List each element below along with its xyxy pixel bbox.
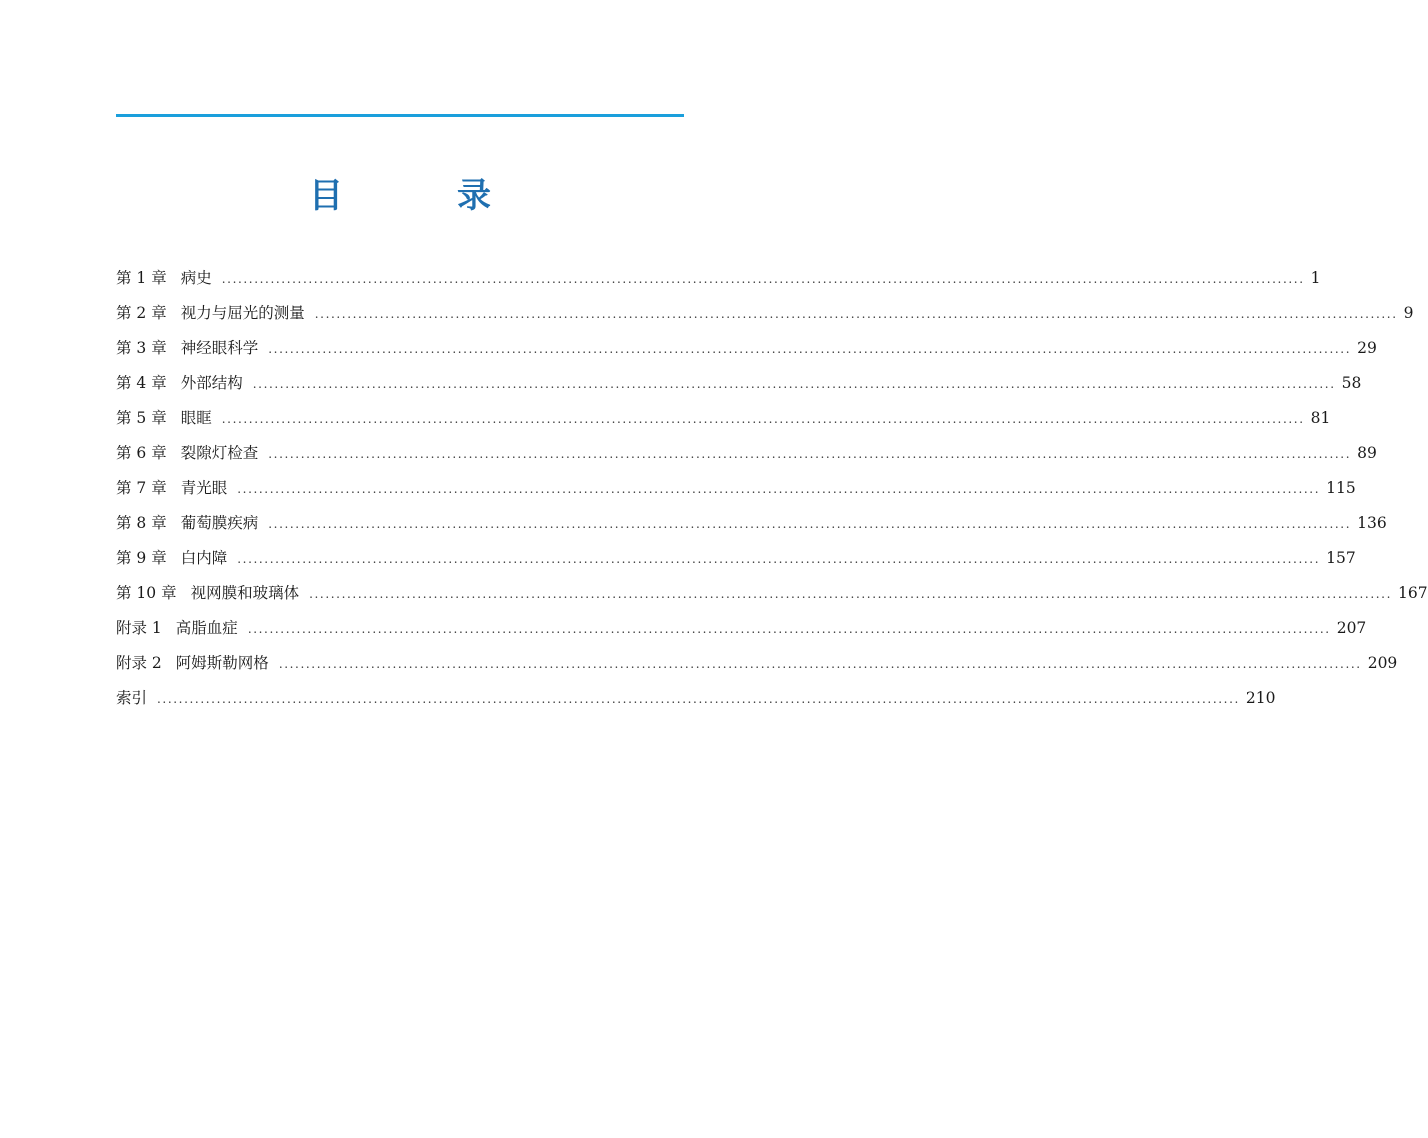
toc-entry-page: 115: [1326, 479, 1356, 497]
toc-entry-number: 附录 1: [116, 619, 162, 637]
dot-leader: ........................................................................................................................................................................................................: [278, 657, 1362, 671]
toc-entry-number: 第 6 章: [116, 444, 167, 462]
toc-entry-title: 神经眼科学: [180, 339, 259, 357]
page-title: 目 录: [309, 176, 531, 216]
toc-entry-page: 81: [1310, 409, 1331, 427]
toc-entry-page: 29: [1357, 339, 1377, 357]
toc-entry[interactable]: [116, 264, 1321, 299]
toc-entry-page: 58: [1341, 374, 1362, 392]
toc-entry-title: 葡萄膜疾病: [180, 514, 259, 532]
toc-entry-title: 白内障: [180, 549, 228, 567]
toc-entry-number: 第 9 章: [116, 549, 167, 567]
toc-entry[interactable]: [116, 334, 1377, 369]
toc-entry-title: 视网膜和玻璃体: [190, 584, 300, 602]
toc-entry-title: 索引: [116, 689, 148, 707]
toc-entry-page: 9: [1403, 304, 1414, 322]
dot-leader: ........................................................................................................................................................................................................: [237, 552, 1321, 566]
toc-entry-page: 89: [1357, 444, 1377, 462]
toc-entry-page: 209: [1367, 654, 1398, 672]
toc-entry-number: 第 7 章: [116, 479, 167, 497]
dot-leader: ........................................................................................................................................................................................................: [314, 307, 1398, 321]
toc-entry-title: 阿姆斯勒网格: [175, 654, 269, 672]
toc-entry[interactable]: [116, 614, 1367, 649]
dot-leader: ........................................................................................................................................................................................................: [221, 412, 1305, 426]
header-rule: [116, 114, 684, 117]
toc-entry-title: 外部结构: [180, 374, 243, 392]
dot-leader: ........................................................................................................................................................................................................: [309, 587, 1392, 601]
dot-leader: ........................................................................................................................................................................................................: [268, 447, 1352, 461]
toc-entry[interactable]: [116, 369, 1362, 404]
toc-entry-page: 207: [1336, 619, 1367, 637]
dot-leader: ........................................................................................................................................................................................................: [268, 517, 1352, 531]
toc-entry-title: 眼眶: [180, 409, 212, 427]
toc-entry[interactable]: [116, 684, 1276, 719]
toc-entry-title: 裂隙灯检查: [180, 444, 259, 462]
toc-entry-title: 青光眼: [180, 479, 228, 497]
toc-entry[interactable]: [116, 509, 1387, 544]
toc-entry-number: 第 3 章: [116, 339, 167, 357]
dot-leader: ........................................................................................................................................................................................................: [237, 482, 1321, 496]
dot-leader: ........................................................................................................................................................................................................: [247, 622, 1331, 636]
toc-entry-page: 1: [1310, 269, 1321, 287]
toc-entry-number: 第 5 章: [116, 409, 167, 427]
toc-entry[interactable]: [116, 299, 1414, 334]
toc-entry[interactable]: [116, 544, 1356, 579]
dot-leader: ........................................................................................................................................................................................................: [268, 342, 1352, 356]
dot-leader: ........................................................................................................................................................................................................: [221, 272, 1305, 286]
dot-leader: ........................................................................................................................................................................................................: [252, 377, 1336, 391]
toc-entry[interactable]: [116, 439, 1377, 474]
toc-entry-page: 136: [1357, 514, 1387, 532]
toc-entry-page: 210: [1245, 689, 1276, 707]
toc-entry-number: 第 8 章: [116, 514, 167, 532]
toc-entry-number: 附录 2: [116, 654, 162, 672]
toc-entry-number: 第 4 章: [116, 374, 167, 392]
toc-entry[interactable]: [116, 649, 1398, 684]
toc-entry-title: 视力与屈光的测量: [180, 304, 305, 322]
toc-entry[interactable]: [116, 474, 1356, 509]
toc-entry[interactable]: [116, 404, 1331, 439]
toc-entry-page: 167: [1397, 584, 1428, 602]
toc-entry[interactable]: [116, 579, 1428, 614]
toc-list: [116, 264, 1428, 719]
dot-leader: ........................................................................................................................................................................................................: [157, 692, 1240, 706]
toc-entry-number: 第 1 章: [116, 269, 167, 287]
toc-entry-page: 157: [1326, 549, 1356, 567]
toc-entry-number: 第 2 章: [116, 304, 167, 322]
toc-entry-number: 第 10 章: [116, 584, 177, 602]
toc-entry-title: 高脂血症: [175, 619, 238, 637]
toc-entry-title: 病史: [180, 269, 212, 287]
